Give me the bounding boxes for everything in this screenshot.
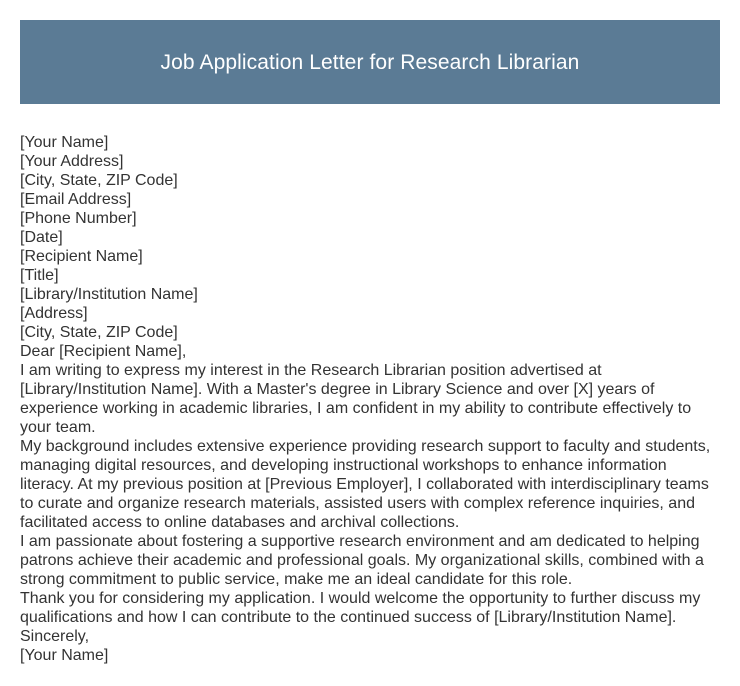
letter-body (20, 133, 720, 665)
body-paragraph-background: My background includes extensive experience providing research support to faculty and students, managing digital resources, and developing instructional workshops to enhance information literacy. At my previous position at [Previous Employer], I collaborated with interdisciplinary teams to curate and organize research materials, assisted users with complex reference inquiries, and facilitated access to online databases and archival collections. (20, 438, 711, 531)
sender-phone: [Phone Number] (20, 210, 137, 227)
recipient-title: [Title] (20, 267, 59, 284)
body-paragraph-intro: I am writing to express my interest in the Research Librarian position advertised at [Library/Institution Name]. With a Master's degree in Library Science and over [X] years of experience working in academic libraries, I am confident in my ability to contribute effectively to your team. (20, 362, 692, 436)
closing: Sincerely, (20, 628, 90, 645)
sender-name: [Your Name] (20, 134, 109, 151)
recipient-address: [Address] (20, 305, 88, 322)
sender-city-state-zip: [City, State, ZIP Code] (20, 172, 178, 189)
salutation: Dear [Recipient Name], (20, 343, 187, 360)
letter-header-banner (20, 20, 720, 104)
sender-address: [Your Address] (20, 153, 124, 170)
letter-date: [Date] (20, 229, 63, 246)
sender-email: [Email Address] (20, 191, 132, 208)
body-paragraph-thanks: Thank you for considering my application. I would welcome the opportunity to further discuss my qualifications and how I can contribute to the continued success of [Library/Institution Name]. (20, 590, 701, 626)
recipient-institution: [Library/Institution Name] (20, 286, 198, 303)
signature: [Your Name] (20, 647, 109, 664)
body-paragraph-motivation: I am passionate about fostering a supportive research environment and am dedicated to helping patrons achieve their academic and professional goals. My organizational skills, combined with a strong commitment to public service, make me an ideal candidate for this role. (20, 533, 704, 588)
recipient-city-state-zip: [City, State, ZIP Code] (20, 324, 178, 341)
letter-title: Job Application Letter for Research Librarian (160, 50, 580, 74)
recipient-name: [Recipient Name] (20, 248, 143, 265)
